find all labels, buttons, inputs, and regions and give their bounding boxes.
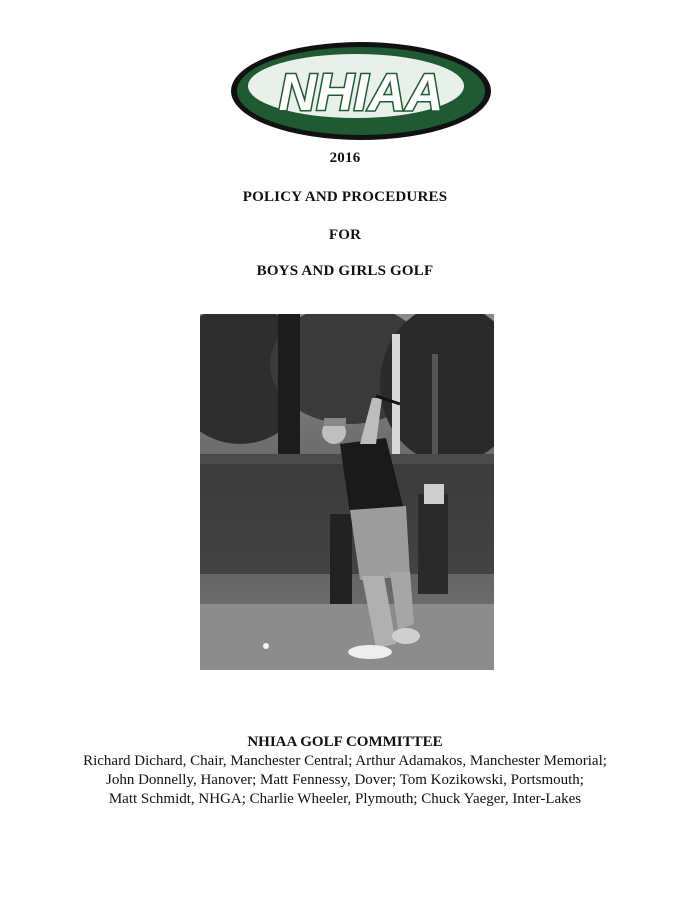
committee-title: NHIAA GOLF COMMITTEE (247, 734, 443, 750)
year: 2016 (329, 150, 361, 166)
committee-line: Richard Dichard, Chair, Manchester Central; Arthur Adamakos, Manchester Memorial; (83, 753, 607, 769)
title-policy: POLICY AND PROCEDURES (242, 189, 448, 205)
nhiaa-logo (228, 36, 494, 144)
title-sport: BOYS AND GIRLS GOLF (256, 263, 434, 279)
committee-block (0, 733, 690, 809)
golfer-photo (200, 314, 494, 670)
title-for: FOR (328, 227, 362, 243)
committee-line: Matt Schmidt, NHGA; Charlie Wheeler, Plymouth; Chuck Yaeger, Inter-Lakes (108, 791, 582, 807)
committee-line: John Donnelly, Hanover; Matt Fennessy, Dover; Tom Kozikowski, Portsmouth; (106, 772, 584, 788)
logo-text: NHIAA (278, 64, 444, 122)
